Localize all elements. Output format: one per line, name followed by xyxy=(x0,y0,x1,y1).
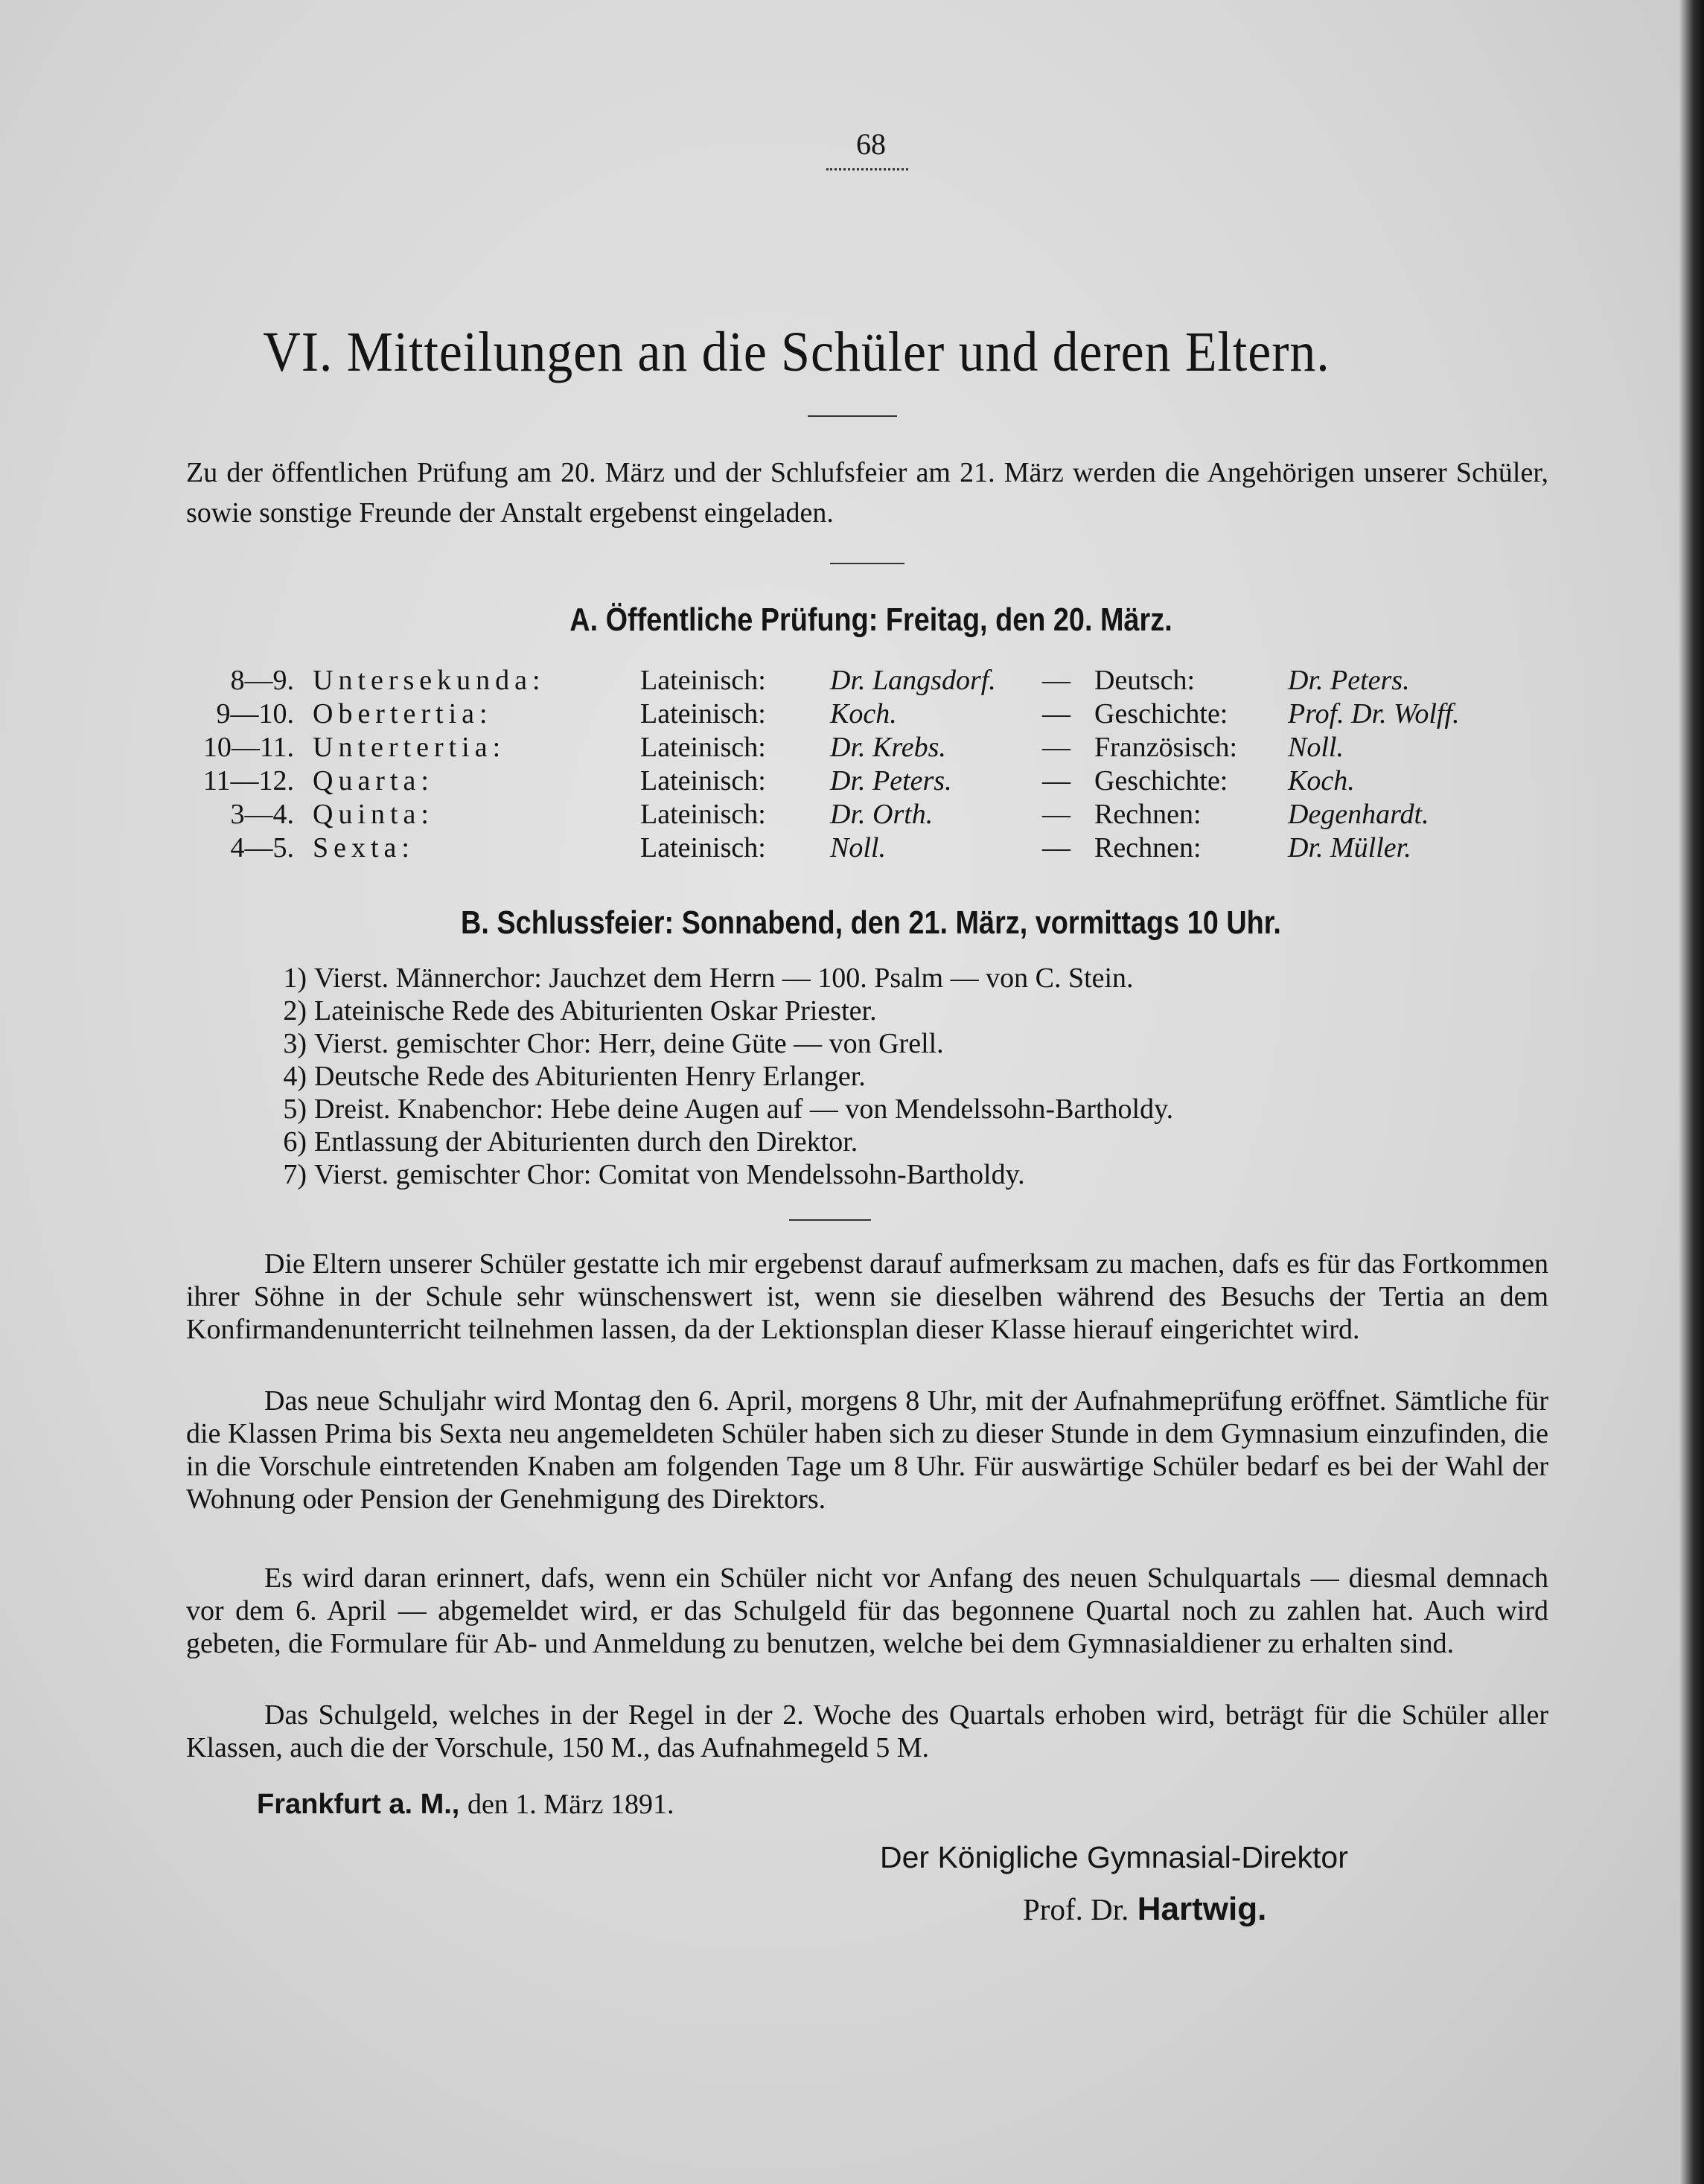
schedule-class: Obertertia: xyxy=(313,698,493,729)
schedule-time: 8—9. xyxy=(230,665,294,696)
program-item xyxy=(261,994,1526,1027)
scan-edge-shadow xyxy=(1679,0,1704,2184)
schedule-dash: — xyxy=(1042,799,1070,830)
section-divider xyxy=(789,1219,871,1221)
schedule-teacher: Dr. Peters. xyxy=(830,765,952,796)
section-b-heading: B. Schlussfeier: Sonnabend, den 21. März, vormittags 10 Uhr. xyxy=(461,904,1281,941)
schedule-subject: Lateinisch: xyxy=(640,799,766,830)
section-a-heading: A. Öffentliche Prüfung: Freitag, den 20. März. xyxy=(569,601,1172,638)
schedule-row xyxy=(186,798,1526,832)
schedule-teacher: Noll. xyxy=(830,832,886,863)
schedule-dash: — xyxy=(1042,732,1070,763)
schedule-subject: Lateinisch: xyxy=(640,832,766,863)
schedule-row xyxy=(186,731,1526,765)
schedule-subject: Lateinisch: xyxy=(640,765,766,796)
page-number: 68 xyxy=(856,127,886,161)
program-item xyxy=(261,962,1526,994)
program-item-number: 7) xyxy=(283,1159,307,1190)
intro-paragraph: Zu der öffentlichen Prüfung am 20. März und der Schlufsfeier am 21. März werden die Angehörigen unserer Schüler, sowie sonstige Freunde der Anstalt ergebenst eingeladen. xyxy=(186,457,1548,529)
signature-name: Hartwig. xyxy=(1137,1891,1267,1927)
signature-prefix: Prof. Dr. xyxy=(1023,1892,1129,1926)
schedule-teacher: Dr. Peters. xyxy=(1288,665,1410,696)
program-item xyxy=(261,1125,1526,1158)
document-date: den 1. März 1891. xyxy=(467,1789,674,1820)
signature-line xyxy=(1023,1891,1266,1928)
schedule-row xyxy=(186,664,1526,698)
schedule-row xyxy=(186,831,1526,866)
schedule-subject: Französisch: xyxy=(1094,732,1238,763)
schedule-row xyxy=(186,764,1526,799)
schedule-row xyxy=(186,697,1526,732)
chapter-title: VI. Mitteilungen an die Schüler und deren Eltern. xyxy=(263,321,1330,383)
schedule-subject: Rechnen: xyxy=(1094,799,1202,830)
schedule-dash: — xyxy=(1042,665,1070,696)
program-item-number: 4) xyxy=(283,1061,307,1092)
schedule-teacher: Noll. xyxy=(1288,732,1344,763)
schedule-subject: Lateinisch: xyxy=(640,698,766,729)
schedule-subject: Geschichte: xyxy=(1094,698,1228,729)
place-date-line xyxy=(257,1788,674,1821)
schedule-class: Quarta: xyxy=(313,765,434,796)
schedule-teacher: Koch. xyxy=(830,698,897,729)
program-item-text: Entlassung der Abiturienten durch den Direktor. xyxy=(314,1126,858,1158)
title-divider xyxy=(808,415,897,417)
schedule-subject: Deutsch: xyxy=(1094,665,1196,696)
schedule-time: 11—12. xyxy=(202,765,294,796)
program-item xyxy=(261,1027,1526,1060)
schedule-time: 9—10. xyxy=(216,698,294,729)
program-item-text: Vierst. gemischter Chor: Comitat von Mendelssohn-Bartholdy. xyxy=(314,1159,1025,1190)
signature-title: Der Königliche Gymnasial-Direktor xyxy=(880,1840,1348,1874)
schedule-dash: — xyxy=(1042,832,1070,863)
notice-paragraph: Das Schulgeld, welches in der Regel in der 2. Woche des Quartals erhoben wird, beträgt für die Schüler aller Klassen, auch die der Vorschule, 150 M., das Aufnahmegeld 5 M. xyxy=(186,1699,1548,1763)
schedule-subject: Rechnen: xyxy=(1094,832,1202,863)
program-item-text: Vierst. gemischter Chor: Herr, deine Güte — von Grell. xyxy=(314,1028,944,1059)
schedule-class: Quinta: xyxy=(313,799,434,830)
schedule-class: Untertertia: xyxy=(313,732,506,763)
program-item-number: 5) xyxy=(283,1093,307,1125)
schedule-time: 4—5. xyxy=(230,832,294,863)
program-item xyxy=(261,1093,1526,1125)
schedule-teacher: Dr. Krebs. xyxy=(830,732,946,763)
program-item-text: Dreist. Knabenchor: Hebe deine Augen auf — von Mendelssohn-Bartholdy. xyxy=(314,1093,1174,1125)
schedule-teacher: Dr. Langsdorf. xyxy=(830,665,996,696)
program-item-text: Deutsche Rede des Abiturienten Henry Erlanger. xyxy=(314,1061,866,1092)
schedule-subject: Lateinisch: xyxy=(640,732,766,763)
schedule-time: 10—11. xyxy=(202,732,294,763)
notice-paragraph: Die Eltern unserer Schüler gestatte ich mir ergebenst darauf aufmerksam zu machen, dafs es für das Fortkommen ihrer Söhne in der Schule sehr wünschenswert ist, wenn sie dieselben während des Besuchs der Tertia an dem Konfirmandenunterricht teilnehmen lassen, da der Lektionsplan dieser Klasse hierauf eingerichtet wird. xyxy=(186,1248,1548,1345)
schedule-teacher: Dr. Orth. xyxy=(830,799,934,830)
schedule-dash: — xyxy=(1042,765,1070,796)
schedule-teacher: Degenhardt. xyxy=(1288,799,1429,830)
program-item-text: Vierst. Männerchor: Jauchzet dem Herrn — 100. Psalm — von C. Stein. xyxy=(314,962,1134,994)
program-item-number: 6) xyxy=(283,1126,307,1158)
program-item-number: 3) xyxy=(283,1028,307,1059)
program-item-text: Lateinische Rede des Abiturienten Oskar Priester. xyxy=(314,995,877,1026)
schedule-subject: Geschichte: xyxy=(1094,765,1228,796)
program-item xyxy=(261,1158,1526,1191)
program-item-number: 1) xyxy=(283,962,307,994)
program-item-number: 2) xyxy=(283,995,307,1026)
place-name: Frankfurt a. M., xyxy=(257,1789,460,1820)
schedule-class: Untersekunda: xyxy=(313,665,546,696)
schedule-teacher: Koch. xyxy=(1288,765,1355,796)
notice-paragraph: Es wird daran erinnert, dafs, wenn ein Schüler nicht vor Anfang des neuen Schulquartals — diesmal demnach vor dem 6. April — abgemeldet wird, er das Schulgeld für das begonnene Quartal noch zu zahlen hat. Auch wird gebeten, die Formulare für Ab- und Anmeldung zu benutzen, welche bei dem Gymnasialdiener zu erhalten sind. xyxy=(186,1562,1548,1659)
intro-divider xyxy=(830,563,904,564)
notice-paragraph: Das neue Schuljahr wird Montag den 6. April, morgens 8 Uhr, mit der Aufnahmeprüfung eröffnet. Sämtliche für die Klassen Prima bis Sexta neu angemeldeten Schüler haben sich zu dieser Stunde in dem Gymnasium einzufinden, die in die Vorschule eintretenden Knaben am folgenden Tage um 8 Uhr. Für auswärtige Schüler bedarf es bei der Wahl der Wohnung oder Pension der Genehmigung des Direktors. xyxy=(186,1385,1548,1515)
schedule-class: Sexta: xyxy=(313,832,415,863)
schedule-dash: — xyxy=(1042,698,1070,729)
schedule-subject: Lateinisch: xyxy=(640,665,766,696)
page-number-ornament xyxy=(826,168,908,170)
schedule-time: 3—4. xyxy=(230,799,294,830)
schedule-teacher: Dr. Müller. xyxy=(1288,832,1411,863)
schedule-teacher: Prof. Dr. Wolff. xyxy=(1288,698,1460,729)
program-item xyxy=(261,1060,1526,1093)
